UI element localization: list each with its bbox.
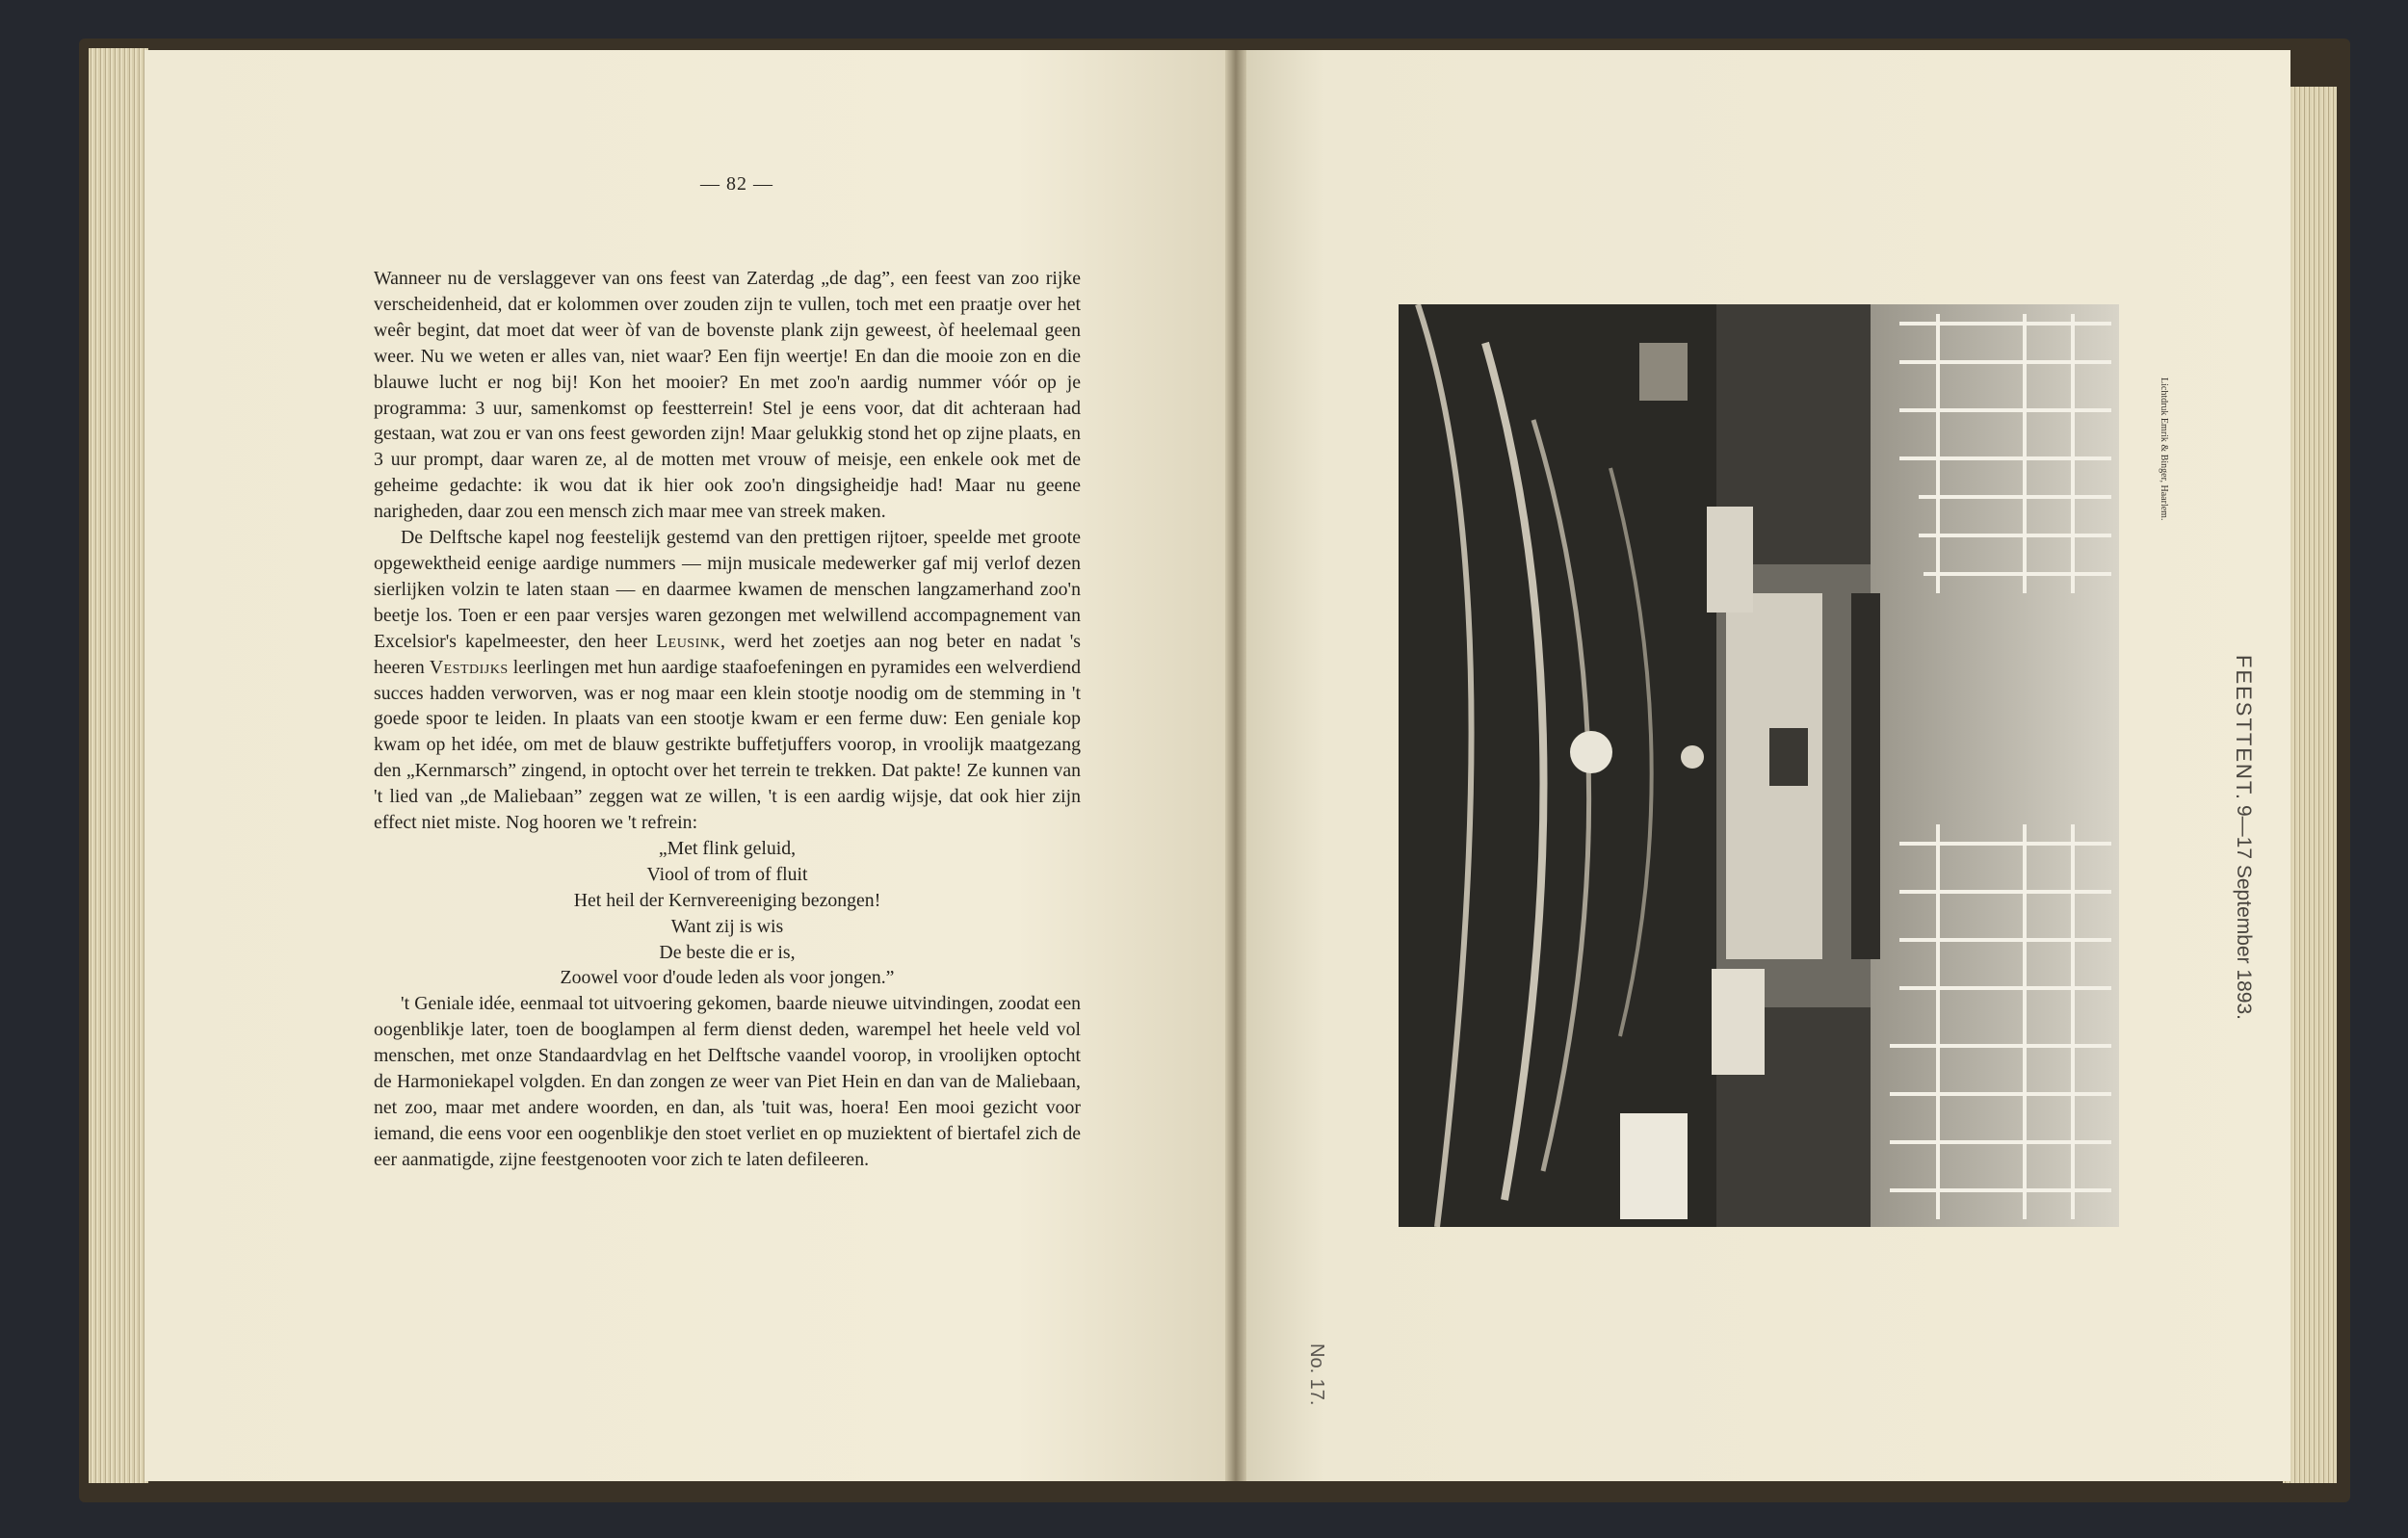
song-refrain xyxy=(374,836,1081,991)
page-edges-right xyxy=(2283,87,2337,1483)
name-vestdijks: Vestdijks xyxy=(429,656,509,678)
plate-caption xyxy=(2169,655,2256,1021)
paragraph-2-part-c: leerlingen met hun aardige staafoefeningen en pyramides een welverdiend succes hadden verworven, was er nog maar een klein stootje noodig om de stemming in 't goede spoor te leiden. In plaats van een stootje kwam er een ferme duw: Een geniale kop kwam op het idée, om met de blauw gestrikte buffetjuffers voorop, in vroolijk maatgezang den „Kernmarsch” zingend, in optocht over het terrein te trekken. Dat pakte! Ze kunnen van 't lied van „de Maliebaan” zeggen wat ze willen, 't is een aardig wijsje, dat ook hier zijn effect niet miste. Nog hooren we 't refrein: xyxy=(374,656,1082,834)
poem-line: Want zij is wis xyxy=(670,915,784,937)
poem-line: Het heil der Kernvereeniging bezongen! xyxy=(573,889,881,911)
poem-line: „Met flink geluid, xyxy=(658,837,797,859)
paragraph-2-part-a: De Delftsche kapel nog feestelijk gestemd van den prettigen rijtoer, speelde met groote opgewektheid eenige aardige nummers — mijn musicale medewerker gaf mij verlof dezen sierlijken volzin te laten staan — en daarmee kwamen de menschen langzamerhand zoo'n beetje los. Toen er een paar versjes waren gezongen met welwillend accompagnement van Excelsior's kapelmeester, den heer xyxy=(374,527,1081,652)
page-edges-left xyxy=(89,48,148,1483)
caption-dates: 9—17 September 1893. xyxy=(2233,805,2255,1021)
poem-line: Zoowel voor d'oude leden als voor jongen.” xyxy=(560,967,895,989)
poem-line: Viool of trom of fluit xyxy=(646,863,808,885)
name-leusink: Leusink xyxy=(656,630,720,652)
plate-number: No. 17. xyxy=(1306,1343,1327,1406)
book-gutter xyxy=(1225,50,1246,1481)
paragraph-3: 't Geniale idée, eenmaal tot uitvoering gekomen, baarde nieuwe uitvindingen, zoodat een oogenblikje later, toen de booglampen al ferm dienst deden, warempel het heele veld vol menschen, met onze Standaardvlag en het Delftsche vaandel voorop, in vroolijken optocht de Harmoniekapel volgden. En dan zongen ze weer van Piet Hein en dan van de Maliebaan, net zoo, maar met andere woorden, en dan, als 'tuit was, hoera! Een mooi gezicht voor iemand, die eens voor een oogenblikje den stoet verliet en op muziektent of biertafel zich de eer aanmatigde, zijne feestgenooten voor zich te laten defileeren. xyxy=(374,993,1081,1170)
poem-line: De beste die er is, xyxy=(659,941,796,963)
caption-title: FEESTTENT. xyxy=(2232,655,2256,802)
body-text xyxy=(374,266,1081,1173)
paragraph-2 xyxy=(374,525,1081,836)
paragraph-1: Wanneer nu de verslaggever van ons feest van Zaterdag „de dag”, een feest van zoo rijke verscheidenheid, dat er kolommen over zouden zijn te vullen, toch met een praatje over het weêr begint, dat moet dat weer òf van de bovenste plank zijn geweest, òf heelemaal geen weer. Nu we weten er alles van, niet waar? Een fijn weertje! En dan die mooie zon en die blauwe lucht er nog bij! Kon het mooier? En met zoo'n aardig nummer vóór op je programma: 3 uur, samenkomst op feestterrein! Stel je eens voor, dat dit achteraan had gestaan, wat zou er van ons feest geworden zijn! Maar gelukkig stond het op zijne plaats, en 3 uur prompt, daar waren ze, al de motten met vrouw of meisje, een enkele ook met de geheime gedachte: ik wou dat ik hier ook zoo'n dingsigheidje had! Maar nu geene narigheden, daar zou een mensch zich maar mee van streek maken. xyxy=(374,268,1081,523)
page-number: — 82 — xyxy=(700,173,773,195)
paragraph-2-part-b: , werd het zoetjes aan nog beter en nadat 's heeren xyxy=(374,630,1081,678)
printer-credit: Lichtdruk Emrik & Binger, Haarlem. xyxy=(2159,377,2169,521)
photo-illustration xyxy=(1399,304,2119,1227)
festival-tent-photograph xyxy=(1399,304,2119,1227)
